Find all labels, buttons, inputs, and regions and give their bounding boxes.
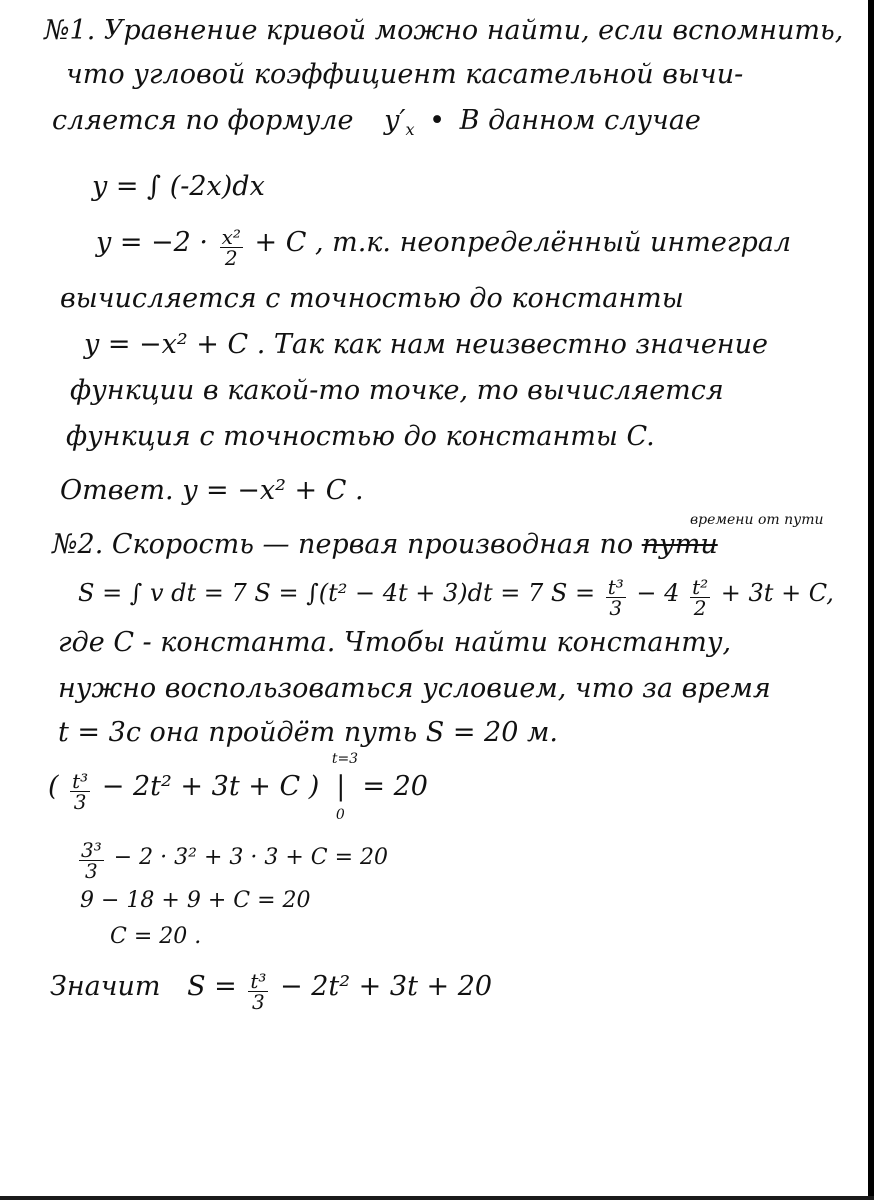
scan-edge-bottom bbox=[0, 1196, 874, 1200]
p1-answer: Ответ. y = −x² + C . bbox=[60, 475, 364, 506]
p2-integral-line: S = ∫ v dt = 7 S = ∫(t² − 4t + 3)dt = 7 S = $\frac{\text{t³}}{3}$ − 4 $\frac{\text{t²}}{2}$ + 3t + C, bbox=[78, 575, 834, 620]
p2-frac-t3: $\frac{\text{t³}}{3}$ bbox=[607, 575, 624, 620]
eval-bar: t=3 | 0 bbox=[331, 751, 359, 823]
p1-line-1: №1. Уравнение кривой можно найти, если вспомнить, bbox=[44, 15, 844, 46]
p2-step-2: 9 − 18 + 9 + C = 20 bbox=[80, 888, 311, 913]
p2-line-condition: нужно воспользоваться условием, что за время bbox=[58, 673, 771, 704]
scan-edge-right bbox=[868, 0, 874, 1200]
p1-line-function: функции в какой-то точке, то вычисляется bbox=[70, 375, 724, 406]
p2-frac-t2: $\frac{\text{t²}}{2}$ bbox=[692, 575, 709, 620]
p1-fraction: $\frac{\text{x²}}{2}$ bbox=[221, 225, 241, 270]
p2-struck-word: пути bbox=[641, 529, 718, 560]
p2-sub-frac: $\frac{\text{3³}}{3}$ bbox=[81, 838, 102, 883]
p1-line-2: что угловой коэффициент касательной вычи- bbox=[66, 59, 744, 90]
p1-line-3-text: сляется по формуле bbox=[52, 105, 354, 136]
p1-integral: y = ∫ (-2x)dx bbox=[92, 171, 265, 202]
p2-step-3: C = 20 . bbox=[110, 924, 202, 949]
p1-line-constant: функция с точностью до константы C. bbox=[66, 421, 655, 452]
p2-line-constant: где C - константа. Чтобы найти константу, bbox=[58, 627, 732, 658]
p1-line-3: сляется по формуле $y'_x$ • В данном случае bbox=[52, 105, 701, 139]
p2-insert-note: времени от пути bbox=[690, 512, 824, 528]
p2-eval-frac: $\frac{\text{t³}}{3}$ bbox=[72, 769, 89, 814]
p2-evaluation: ( $\frac{\text{t³}}{3}$ − 2t² + 3t + C ) t=3 | 0 = 20 bbox=[48, 751, 428, 823]
p1-line-3-tail: В данном случае bbox=[459, 105, 701, 136]
p2-substitution: $\frac{\text{3³}}{3}$ − 2 · 3² + 3 · 3 + C = 20 bbox=[81, 838, 389, 883]
p1-line-y-eq: y = −2 · $\frac{\text{x²}}{2}$ + C , т.к. неопределённый интеграл bbox=[96, 225, 792, 270]
p2-final: Значит S = $\frac{\text{t³}}{3}$ − 2t² + 3t + 20 bbox=[50, 969, 493, 1014]
p2-heading: №2. Скорость — первая производная по пути bbox=[52, 529, 718, 560]
p1-line-result: y = −x² + C . Так как нам неизвестно значение bbox=[84, 329, 768, 360]
p1-line-precision: вычисляется с точностью до константы bbox=[60, 283, 684, 314]
p2-line-given: t = 3с она пройдёт путь S = 20 м. bbox=[58, 717, 558, 748]
p2-final-frac: $\frac{\text{t³}}{3}$ bbox=[250, 969, 267, 1014]
derivative-notation: $y'_x$ bbox=[384, 105, 415, 139]
